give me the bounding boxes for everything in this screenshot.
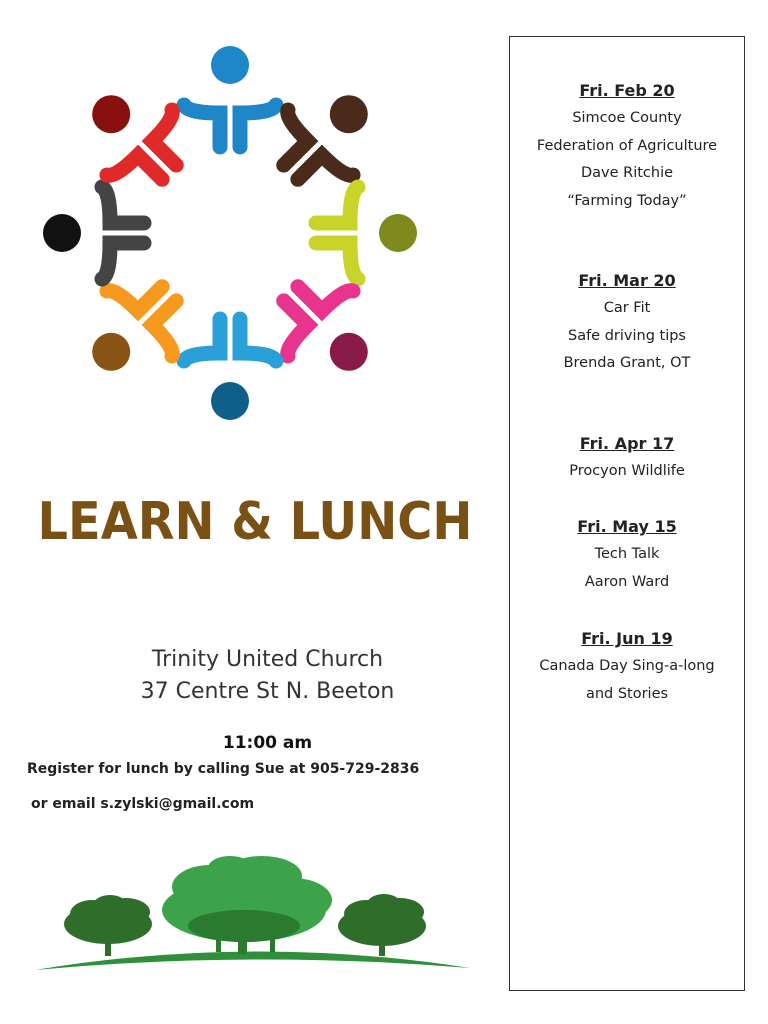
event-detail: Procyon Wildlife [569,463,685,479]
schedule-event [510,430,744,486]
event-detail: Safe driving tips [567,327,686,344]
venue-street: 37 Centre St N. Beeton [140,679,395,704]
email-text: or email s.zylski@gmail.com [31,796,255,812]
event-detail: Brenda Grant, OT [563,355,691,371]
schedule-event [510,625,744,708]
venue-address [40,644,495,708]
schedule-event [510,267,744,378]
person-figure [258,68,394,204]
person-figure [65,68,201,204]
person-figure [184,46,276,147]
person-figure [43,187,144,279]
event-schedule [509,36,745,991]
person-figure [316,187,417,279]
event-date: Fri. Jun 19 [581,629,673,648]
event-detail: “Farming Today” [567,192,687,209]
person-figure [65,261,201,397]
person-figure [184,319,276,420]
event-detail: Car Fit [603,300,651,316]
schedule-event [510,513,744,596]
event-date: Fri. May 15 [577,517,677,536]
venue-name: Trinity United Church [151,647,384,672]
event-time: 11:00 am [222,733,313,753]
event-date: Fri. Feb 20 [579,81,675,100]
person-figure [258,261,394,397]
page-title: LEARN & LUNCH [37,492,473,552]
event-detail: Aaron Ward [584,573,670,590]
trees-icon [30,852,475,980]
schedule-event [510,77,744,215]
event-detail: Dave Ritchie [580,165,674,181]
event-detail: Canada Day Sing-a-long [539,658,715,674]
event-detail: Tech Talk [594,546,660,562]
event-detail: Simcoe County [572,110,682,126]
event-date: Fri. Mar 20 [578,271,676,290]
register-text: Register for lunch by calling Sue at 905-729-2836 [27,761,420,777]
circle-of-people-logo [30,38,430,428]
event-detail: Federation of Agriculture [536,137,718,154]
event-date: Fri. Apr 17 [579,434,675,453]
event-detail: and Stories [585,685,669,702]
